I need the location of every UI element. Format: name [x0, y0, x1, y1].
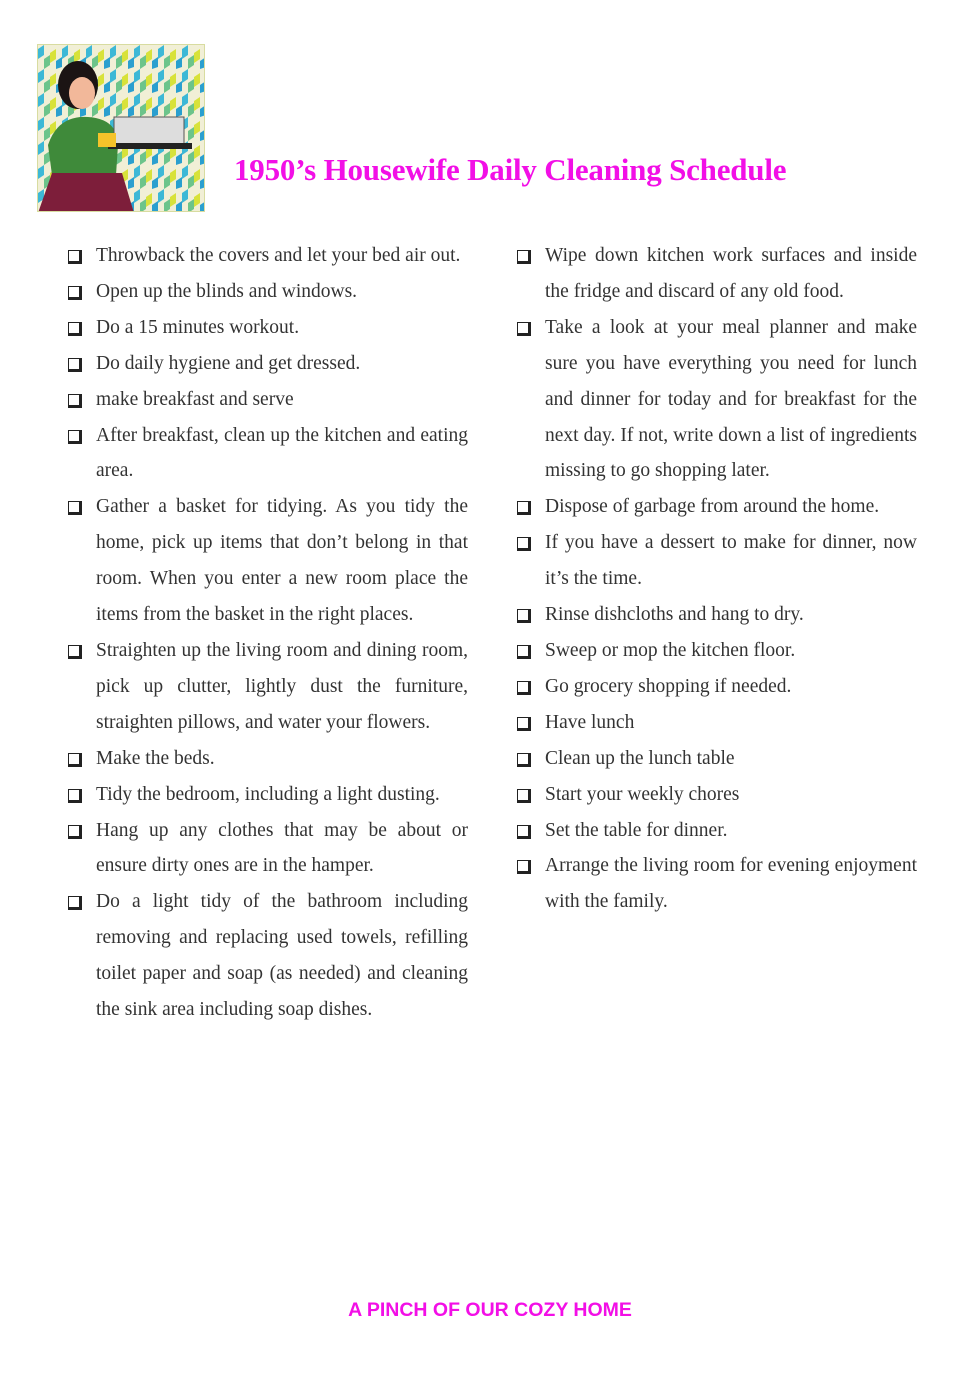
checklist-item	[517, 238, 917, 310]
checklist-item	[517, 597, 917, 633]
checklist-item	[68, 884, 468, 1028]
checklist-item	[517, 633, 917, 669]
checklist-item-text: Have lunch	[545, 711, 635, 733]
checklist-item	[68, 741, 468, 777]
housewife-illustration	[37, 44, 205, 212]
checkbox-icon	[68, 896, 82, 910]
checklist-item-text: Go grocery shopping if needed.	[545, 675, 792, 697]
checklist-item-text: Do a 15 minutes workout.	[96, 316, 300, 338]
page-title: 1950’s Housewife Daily Cleaning Schedule	[234, 152, 787, 187]
checklist-item	[68, 274, 468, 310]
checklist-item	[68, 346, 468, 382]
checklist-item-text: Do a light tidy of the bathroom including removing and replacing used towels, refilling toilet paper and soap (as needed) and cleaning the sink area including soap dishes.	[96, 891, 468, 1021]
checklist-item-text: make breakfast and serve	[96, 388, 294, 410]
checkbox-icon	[68, 286, 82, 300]
checklist-item-text: Set the table for dinner.	[545, 819, 728, 841]
checklist-item	[68, 813, 468, 885]
checklist-item-text: Gather a basket for tidying. As you tidy the home, pick up items that don’t belong in that room. When you enter a new room place the items from the basket in the right places.	[96, 496, 468, 626]
checklist-item	[517, 705, 917, 741]
checklist-item-text: Rinse dishcloths and hang to dry.	[545, 604, 804, 626]
checklist-item-text: Dispose of garbage from around the home.	[545, 496, 880, 518]
checklist-item	[68, 489, 468, 633]
checklist-item-text: Arrange the living room for evening enjoyment with the family.	[545, 855, 917, 913]
checklist-item-text: If you have a dessert to make for dinner, now it’s the time.	[545, 532, 917, 590]
checklist-item-text: Open up the blinds and windows.	[96, 280, 358, 302]
left-checklist	[68, 238, 468, 1028]
checkbox-icon	[517, 825, 531, 839]
checklist-item	[68, 382, 468, 418]
checklist-item-text: Wipe down kitchen work surfaces and inside the fridge and discard of any old food.	[545, 245, 917, 302]
checklist-item	[517, 669, 917, 705]
checklist-item	[517, 777, 917, 813]
checkbox-icon	[68, 394, 82, 408]
checklist-item	[68, 238, 468, 274]
checkbox-icon	[517, 717, 531, 731]
checklist-item-text: Tidy the bedroom, including a light dusting.	[96, 783, 440, 805]
checklist-item	[517, 525, 917, 597]
checklist-item	[517, 813, 917, 849]
checkbox-icon	[68, 789, 82, 803]
checkbox-icon	[68, 753, 82, 767]
right-checklist	[517, 238, 917, 920]
checkbox-icon	[68, 430, 82, 444]
checkbox-icon	[68, 358, 82, 372]
checklist-item	[517, 848, 917, 920]
checkbox-icon	[517, 322, 531, 336]
checklist-item-text: Hang up any clothes that may be about or ensure dirty ones are in the hamper.	[96, 819, 468, 877]
checklist-item	[68, 633, 468, 741]
checklist-item-text: Sweep or mop the kitchen floor.	[545, 639, 796, 661]
checkbox-icon	[517, 681, 531, 695]
checkbox-icon	[517, 609, 531, 623]
checkbox-icon	[517, 860, 531, 874]
checkbox-icon	[68, 825, 82, 839]
checklist-item-text: After breakfast, clean up the kitchen and eating area.	[96, 424, 468, 482]
checklist-item	[68, 310, 468, 346]
checklist-item-text: Throwback the covers and let your bed air out.	[96, 245, 461, 266]
checklist-item	[517, 741, 917, 777]
checklist-item	[517, 310, 917, 490]
checklist-item-text: Straighten up the living room and dining room, pick up clutter, lightly dust the furniture, straighten pillows, and water your flowers.	[96, 639, 468, 733]
checkbox-icon	[517, 789, 531, 803]
checkbox-icon	[517, 250, 531, 264]
checklist-item-text: Make the beds.	[96, 747, 215, 769]
checklist-item	[517, 489, 917, 525]
checklist-item	[68, 777, 468, 813]
checkbox-icon	[68, 322, 82, 336]
checkbox-icon	[68, 645, 82, 659]
footer-brand: A PINCH OF OUR COZY HOME	[348, 1299, 632, 1321]
checkbox-icon	[68, 501, 82, 515]
checklist-item-text: Start your weekly chores	[545, 783, 740, 805]
checkbox-icon	[517, 753, 531, 767]
checkbox-icon	[517, 501, 531, 515]
checklist-item-text: Take a look at your meal planner and make sure you have everything you need for lunch and dinner for today and for breakfast for the next day. If not, write down a list of ingredients missing to go shopping later.	[545, 316, 917, 482]
checkbox-icon	[517, 645, 531, 659]
checklist-item-text: Do daily hygiene and get dressed.	[96, 352, 361, 374]
checklist-item	[68, 418, 468, 490]
checklist-item-text: Clean up the lunch table	[545, 747, 735, 769]
checkbox-icon	[517, 537, 531, 551]
checkbox-icon	[68, 250, 82, 264]
